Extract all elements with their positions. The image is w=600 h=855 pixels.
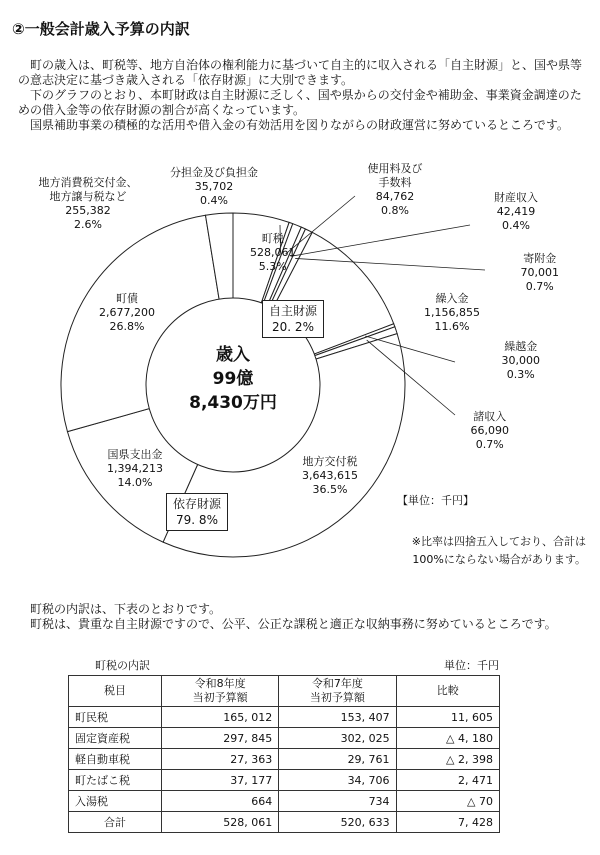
footnote-line-2: 100%にならない場合があります。 (412, 553, 586, 566)
tax-breakdown-table (68, 675, 500, 833)
pie-center-label (180, 343, 286, 415)
tax-table-unit: 単位：千円 (444, 659, 499, 672)
difference-cell: 11, 605 (396, 707, 499, 728)
slice-label-name: 使用料及び (367, 162, 423, 175)
slice-label-name: 寄附金 (523, 252, 557, 265)
r8-value-cell: 165, 012 (162, 707, 279, 728)
slice-label-name: 財産収入 (494, 191, 538, 204)
slice-label (368, 162, 423, 218)
tax-item-cell: 軽自動車税 (69, 749, 162, 770)
tax-item-cell: 町たばこ税 (69, 770, 162, 791)
table-row (69, 707, 500, 728)
slice-label-value: 84,762 (375, 190, 415, 203)
own-revenue-box (262, 300, 324, 338)
r7-value-cell: 29, 761 (279, 749, 396, 770)
slice-label-name: 国県支出金 (107, 448, 163, 461)
slice-label-pct: 14.0% (117, 476, 153, 489)
tax-table-header-row (69, 676, 500, 707)
slice-label-name: 町税 (261, 232, 284, 245)
slice-label (107, 448, 163, 490)
table-row (69, 770, 500, 791)
r8-value-cell: 27, 363 (162, 749, 279, 770)
slice-label-pct: 11.6% (434, 320, 470, 333)
dependent-revenue-label: 依存財源 (173, 497, 222, 511)
slice-label-name: 繰越金 (504, 340, 538, 353)
footnote-line-1: ※比率は四捨五入しており、合計は (411, 535, 586, 548)
own-revenue-pct: 20. 2% (272, 320, 314, 334)
dependent-revenue-box (166, 493, 228, 531)
slice-label-name: 諸収入 (473, 410, 507, 423)
tax-table-caption: 町税の内訳 (95, 659, 150, 672)
center-label-oku: 99億 (212, 369, 254, 389)
slice-label-value: 528,061 (250, 246, 296, 259)
slice-label (494, 191, 538, 233)
slice-label (99, 292, 155, 334)
tax-item-cell: 町民税 (69, 707, 162, 728)
slice-label (521, 252, 560, 294)
slice-label-pct: 0.4% (502, 219, 530, 232)
slice-label-pct: 0.3% (506, 368, 535, 381)
r7-value-cell: 734 (279, 791, 396, 812)
tax-intro-line-2: 町税は、貴重な自主財源ですので、公平、公正な課税と適正な収納事務に努めているところです。 (30, 617, 557, 631)
table-total-row (69, 812, 500, 833)
slice-label-value: 42,419 (496, 205, 536, 218)
difference-cell: △ 4, 180 (396, 728, 499, 749)
slice-label-pct: 5.3% (258, 260, 287, 273)
difference-cell: △ 2, 398 (396, 749, 499, 770)
center-label-man: 8,430万円 (189, 393, 277, 413)
slice-label-value: 66,090 (470, 424, 509, 437)
slice-label (502, 340, 541, 382)
header-r8-budget: 令和8年度 当初予算額 (162, 676, 279, 707)
slice-label-value: 3,643,615 (302, 469, 358, 482)
slice-label (424, 292, 480, 334)
slice-label-value: 255,382 (65, 204, 111, 217)
table-row (69, 791, 500, 812)
slice-label-name: 地方消費税交付金、 (38, 176, 138, 189)
table-row (69, 728, 500, 749)
difference-cell: △ 70 (396, 791, 499, 812)
slice-label-name: 地方譲与税など (49, 190, 127, 203)
chart-unit: 【単位：千円】 (397, 494, 474, 507)
header-tax-item: 税目 (69, 676, 162, 707)
r7-value-cell: 34, 706 (279, 770, 396, 791)
section-title: ②一般会計歳入予算の内訳 (12, 20, 190, 38)
r8-value-cell: 664 (162, 791, 279, 812)
slice-label-value: 2,677,200 (99, 306, 155, 319)
slice-label-pct: 36.5% (312, 483, 348, 496)
slice-label-name: 分担金及び負担金 (170, 166, 258, 179)
slice-label-pct: 0.8% (381, 204, 409, 217)
slice-label-pct: 26.8% (109, 320, 145, 333)
dependent-revenue-pct: 79. 8% (176, 513, 218, 527)
r8-value-cell: 528, 061 (162, 812, 279, 833)
slice-label (302, 455, 358, 497)
header-difference: 比較 (396, 676, 499, 707)
r7-value-cell: 153, 407 (279, 707, 396, 728)
slice-label-pct: 0.7% (525, 280, 554, 293)
intro-paragraph-2: 下のグラフのとおり、本町財政は自主財源に乏しく、国や県からの交付金や補助金、事業資金調達のための借入金等の依存財源の割合が高くなっています。 (18, 88, 582, 117)
slice-label-value: 1,156,855 (424, 306, 480, 319)
slice-label-value: 30,000 (501, 354, 540, 367)
slice-label-pct: 0.7% (475, 438, 504, 451)
slice-label-value: 35,702 (194, 180, 234, 193)
slice-label-name: 町債 (115, 292, 138, 305)
slice-label-name: 地方交付税 (302, 455, 358, 468)
header-r7-budget: 令和7年度 当初予算額 (279, 676, 396, 707)
slice-label (250, 232, 296, 274)
difference-cell: 2, 471 (396, 770, 499, 791)
r8-value-cell: 37, 177 (162, 770, 279, 791)
slice-label-value: 1,394,213 (107, 462, 163, 475)
tax-item-cell: 固定資産税 (69, 728, 162, 749)
slice-label-name: 手数料 (378, 176, 412, 189)
slice-label-value: 70,001 (520, 266, 559, 279)
tax-item-cell: 入湯税 (69, 791, 162, 812)
tax-intro-line-1: 町税の内訳は、下表のとおりです。 (30, 602, 222, 616)
slice-label-pct: 2.6% (74, 218, 102, 231)
r8-value-cell: 297, 845 (162, 728, 279, 749)
intro-paragraph-3: 国県補助事業の積極的な活用や借入金の有効活用を図りながらの財政運営に努めているところです。 (30, 118, 569, 132)
slice-label (471, 410, 510, 452)
slice-label (39, 176, 138, 232)
own-revenue-label: 自主財源 (269, 304, 318, 318)
footnote (356, 533, 586, 569)
tax-item-cell: 合計 (69, 812, 162, 833)
r7-value-cell: 302, 025 (279, 728, 396, 749)
table-row (69, 749, 500, 770)
difference-cell: 7, 428 (396, 812, 499, 833)
r7-value-cell: 520, 633 (279, 812, 396, 833)
slice-label (170, 166, 258, 208)
slice-label-pct: 0.4% (200, 194, 228, 207)
slice-label-name: 繰入金 (435, 292, 469, 305)
intro-paragraph-1: 町の歳入は、町税等、地方自治体の権利能力に基づいて自主的に収入される「自主財源」と、国や県等の意志決定に基づき歳入される「依存財源」に大別できます。 (18, 58, 583, 87)
tax-intro-text (18, 602, 588, 632)
center-label-title: 歳入 (216, 345, 250, 365)
